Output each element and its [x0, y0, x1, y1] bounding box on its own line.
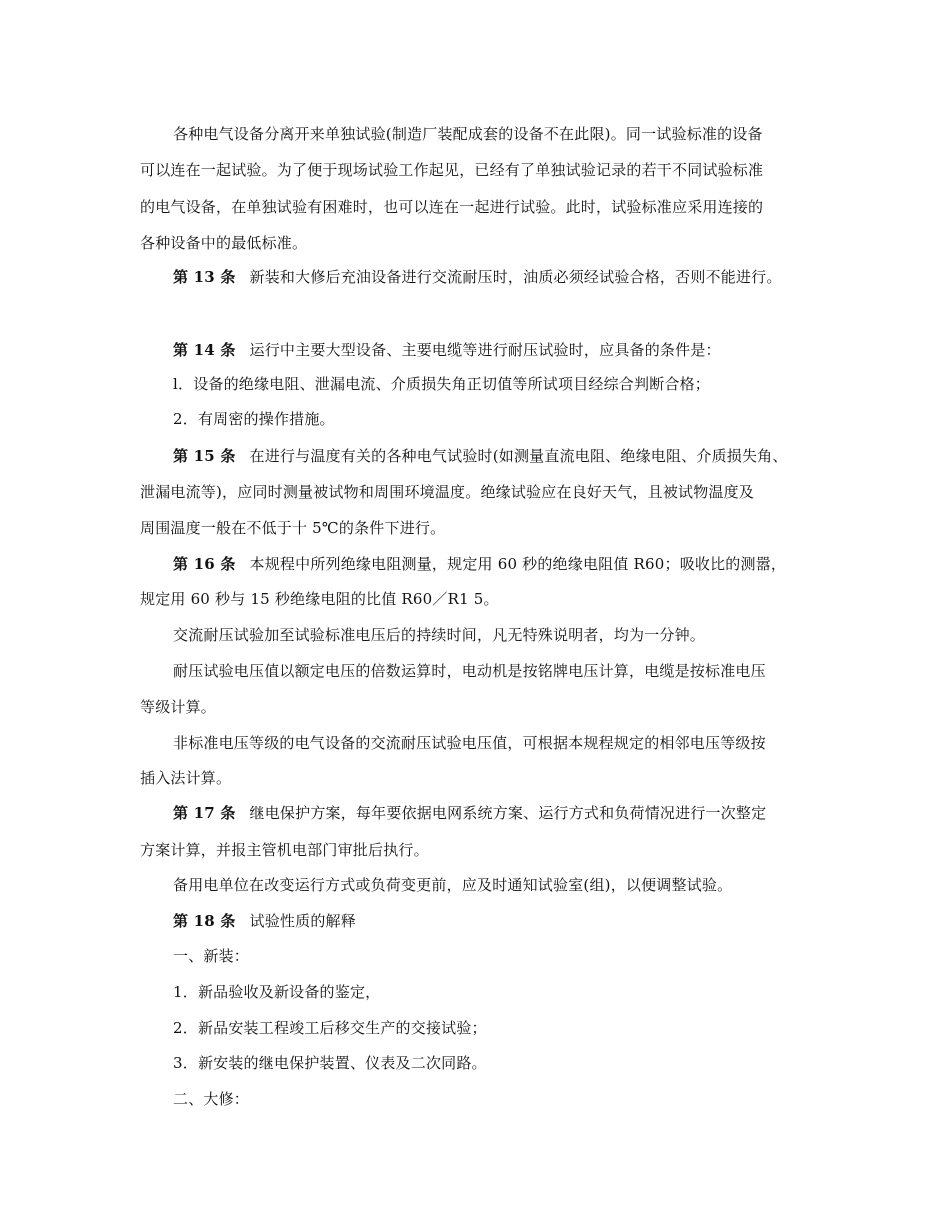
article-number: 第 14 条 [173, 341, 236, 359]
paragraph-line: 等级计算。 [140, 698, 217, 716]
list-item: 1．新品验收及新设备的鉴定， [173, 983, 381, 1001]
list-item: l．设备的绝缘电阻、泄漏电流、介质损失角正切值等所试项目经综合判断合格； [173, 375, 711, 393]
paragraph-line: 备用电单位在改变运行方式或负荷变更前，应及时通知试验室(组)，以便调整试验。 [173, 876, 733, 894]
list-item: 2．新品安装工程竣工后移交生产的交接试验； [173, 1019, 487, 1037]
paragraph-line: 规定用 60 秒与 15 秒绝缘电阻的比值 R60／R1 5。 [140, 590, 499, 608]
article-text: 试验性质的解释 [249, 912, 356, 930]
article-number: 第 15 条 [173, 447, 236, 465]
article-text: 本规程中所列绝缘电阻测量，规定用 60 秒的绝缘电阻值 R60；吸收比的测嚣， [249, 555, 787, 573]
paragraph-line: 交流耐压试验加至试验标准电压后的持续时间，凡无特殊说明者，均为一分钟。 [173, 626, 706, 644]
section-heading: 一、新装： [173, 947, 250, 965]
article-13 [173, 267, 782, 287]
article-number: 第 16 条 [173, 555, 236, 573]
paragraph-line: 耐压试验电压值以额定电压的倍数运算时，电动机是按铭牌电压计算，电缆是按标准电压 [173, 662, 766, 680]
article-18 [173, 911, 356, 931]
paragraph-line: 非标准电压等级的电气设备的交流耐压试验电压值，可根据本规程规定的相邻电压等级按 [173, 734, 766, 752]
section-heading: 二、大修： [173, 1090, 250, 1108]
article-number: 第 17 条 [173, 804, 236, 822]
paragraph-line: 各种电气设备分离开来单独试验(制造厂装配成套的设备不在此限)。同一试验标准的设备 [173, 125, 763, 143]
list-item: 3．新安装的继电保护装置、仪表及二次同路。 [173, 1054, 487, 1072]
list-item: 2．有周密的操作措施。 [173, 410, 335, 428]
paragraph-line: 各种设备中的最低标准。 [140, 234, 308, 252]
article-15 [173, 446, 788, 466]
article-text: 运行中主要大型设备、主要电缆等进行耐压试验时，应具备的条件是： [249, 341, 721, 359]
paragraph-line: 可以连在一起试验。为了便于现场试验工作起见，已经有了单独试验记录的若干不同试验标准 [140, 161, 764, 179]
article-14 [173, 340, 721, 360]
paragraph-line: 泄漏电流等)，应同时测量被试物和周围环境温度。绝缘试验应在良好天气，且被试物温度及 [140, 483, 755, 501]
article-16 [173, 554, 786, 574]
article-number: 第 18 条 [173, 912, 236, 930]
article-text: 在进行与温度有关的各种电气试验时(如测量直流电阻、绝缘电阻、介质损失角、 [249, 447, 788, 465]
article-text: 继电保护方案，每年要依据电网系统方案、运行方式和负荷情况进行一次整定 [249, 804, 767, 822]
paragraph-line: 插入法计算。 [140, 769, 232, 787]
article-number: 第 13 条 [173, 268, 236, 286]
paragraph-line: 方案计算，并报主管机电部门审批后执行。 [140, 841, 429, 859]
paragraph-line: 周围温度一般在不低于十 5℃的条件下进行。 [140, 519, 446, 537]
paragraph-line: 的电气设备，在单独试验有困难时，也可以连在一起进行试验。此时，试验标准应采用连接的 [140, 198, 764, 216]
article-17 [173, 803, 766, 823]
article-text: 新装和大修后充油设备进行交流耐压时，油质必须经试验合格，否则不能进行。 [249, 268, 782, 286]
